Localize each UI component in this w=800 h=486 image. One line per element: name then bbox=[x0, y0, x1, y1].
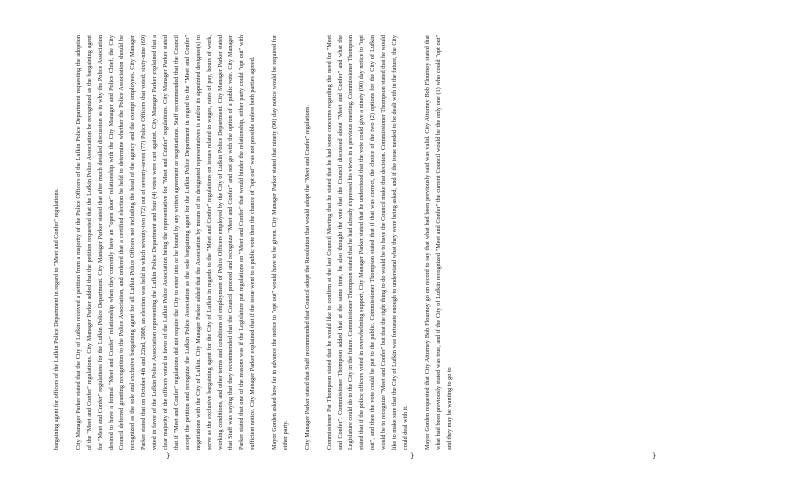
page-mark-right: } bbox=[652, 452, 657, 460]
paragraph-bargaining-agent: bargaining agent for officers of the Lufkin Police Department in regard to "Meet and Confer" regulations. bbox=[53, 188, 60, 450]
paragraph-petition: City Manager Parker stated that the City of Lufkin received a petition from a majority of the Police Officers of the Lufkin Police Department requesting the adoption of the "Meet and Confer" regulations. City Manager Parker added that the petition requested that the Lufkin Police Association be recognized as the bargaining agent for "Meet and Confer" regulations for the Lufkin Police Department. City Manager Parker stated that after much detailed discussion as to why the Police Association desired to have a formal "Meet and Confer" relationship when they currently have an "open door" relationship with the City Manager and Police Chief, the City Council deferred granting recognition to the Police Association, and ordered that a certified election be held to determine whether the Police Association should be recognized as the sole and exclusive bargaining agent for all Lufkin Police Officers not including the head of the agency and the exempt employees. City Manager Parker stated that on October 4th and 22nd, 2008, an election was held in which seventy-two (72) out of seventy-seven (77) Police Officers that voted; sixty-nine (69) voted in favor of the Lufkin Police Association representing the Lufkin Police Department and four (4) votes were cast against. City Manager Parker explained that a clear majority of the officers voted in favor of the Lufkin Police Association being the representative for "Meet and Confer" regulations. City Manager Parker stated that if "Meet and Confer" regulations did not require the City to enter into or be bound by any written agreement or negotiations. Staff recommended that the Council accept the petition and recognize the Lufkin Police Association as the sole bargaining agent for the Lufkin Police Department in regard to the "Meet and Confer" negotiations with the City of Lufkin. City Manager Parker added that the Association by means of its designated representatives is and/or its appointed designee(s) to serve as the exclusive bargaining agent for the City of Lufkin in regards to the "Meet and Confer" regulations on issues related to wages, rates of pay, hours of work, working conditions, and other terms and conditions of employment of Police Officers employed by the City of Lufkin Police Department. City Manager Parker stated that Staff was saying that they recommended that the Council proceed and recognize "Meet and Confer" and not go with the option of a public vote. City Manager Parker stated that one of the reasons was if the Legislature put regulations on "Meet and Confer" that would hinder the relationship, either party could "opt out" with sufficient notice. City Manager Parker explained that if the issue went to a public vote then the chance of "opt out" was not possible unless both parties agreed. bbox=[74, 35, 257, 450]
paragraph-staff-recommendation: City Manager Parker stated that Staff recommended that Council adopt the Resolution that would adopt the "Meet and Confer" regulations. bbox=[303, 105, 311, 450]
paragraph-city-attorney: Mayor Gorden requested that City Attorney Bob Flournoy go on record to say that what had been previously said was valid. City Attorney Bob Flournoy stated that what had been previously stated was true, and if the City of Lufkin recognized "Meet and Confer" the current Council would be the only one (1) who could "opt out" and they may be wanting to go to bbox=[423, 35, 453, 450]
page-mark-center: } bbox=[410, 452, 415, 460]
rotated-text-block bbox=[52, 35, 466, 450]
page-mark-left: } bbox=[166, 452, 171, 460]
paragraph-commissioner-thompson: Commissioner Pat Thompson stated that he would like to confirm at the last Council Meeting that he stated that he had some concerns regarding the need for "Meet and Confer". Commissioner Thompson added that at the same time, he also thought the vote that the Council discussed about "Meet and Confer" and what the Legislature could do to the City in the future. Commissioner Thompson stated that he had already expressed his views in a previous meeting. Commissioner Thompson stated that if the police officers voted in overwhelming support, City Manager Parker stated that he understood that the vote could give a ninety (90) day notice to "opt out", and then the vote could be put to the public. Commissioner Thompson stated that if that was correct, the choice of the two (2) options for the City of Lufkin would be to recognize "Meet and Confer" but that the right thing to do would be to have the Council make that decision. Commissioner Thompson stated that he would like to make sure that the City of Lufkin was fortunate enough to understand what they were being asked, and if the issue needed to be dealt with in the future, the City could deal with it. bbox=[325, 35, 409, 450]
paragraph-notice: Mayor Gorden asked how far in advance the notice to "opt out" would have to be given. City Manager Parker stated that ninety (90) day notice would be required for either party. bbox=[271, 35, 289, 450]
